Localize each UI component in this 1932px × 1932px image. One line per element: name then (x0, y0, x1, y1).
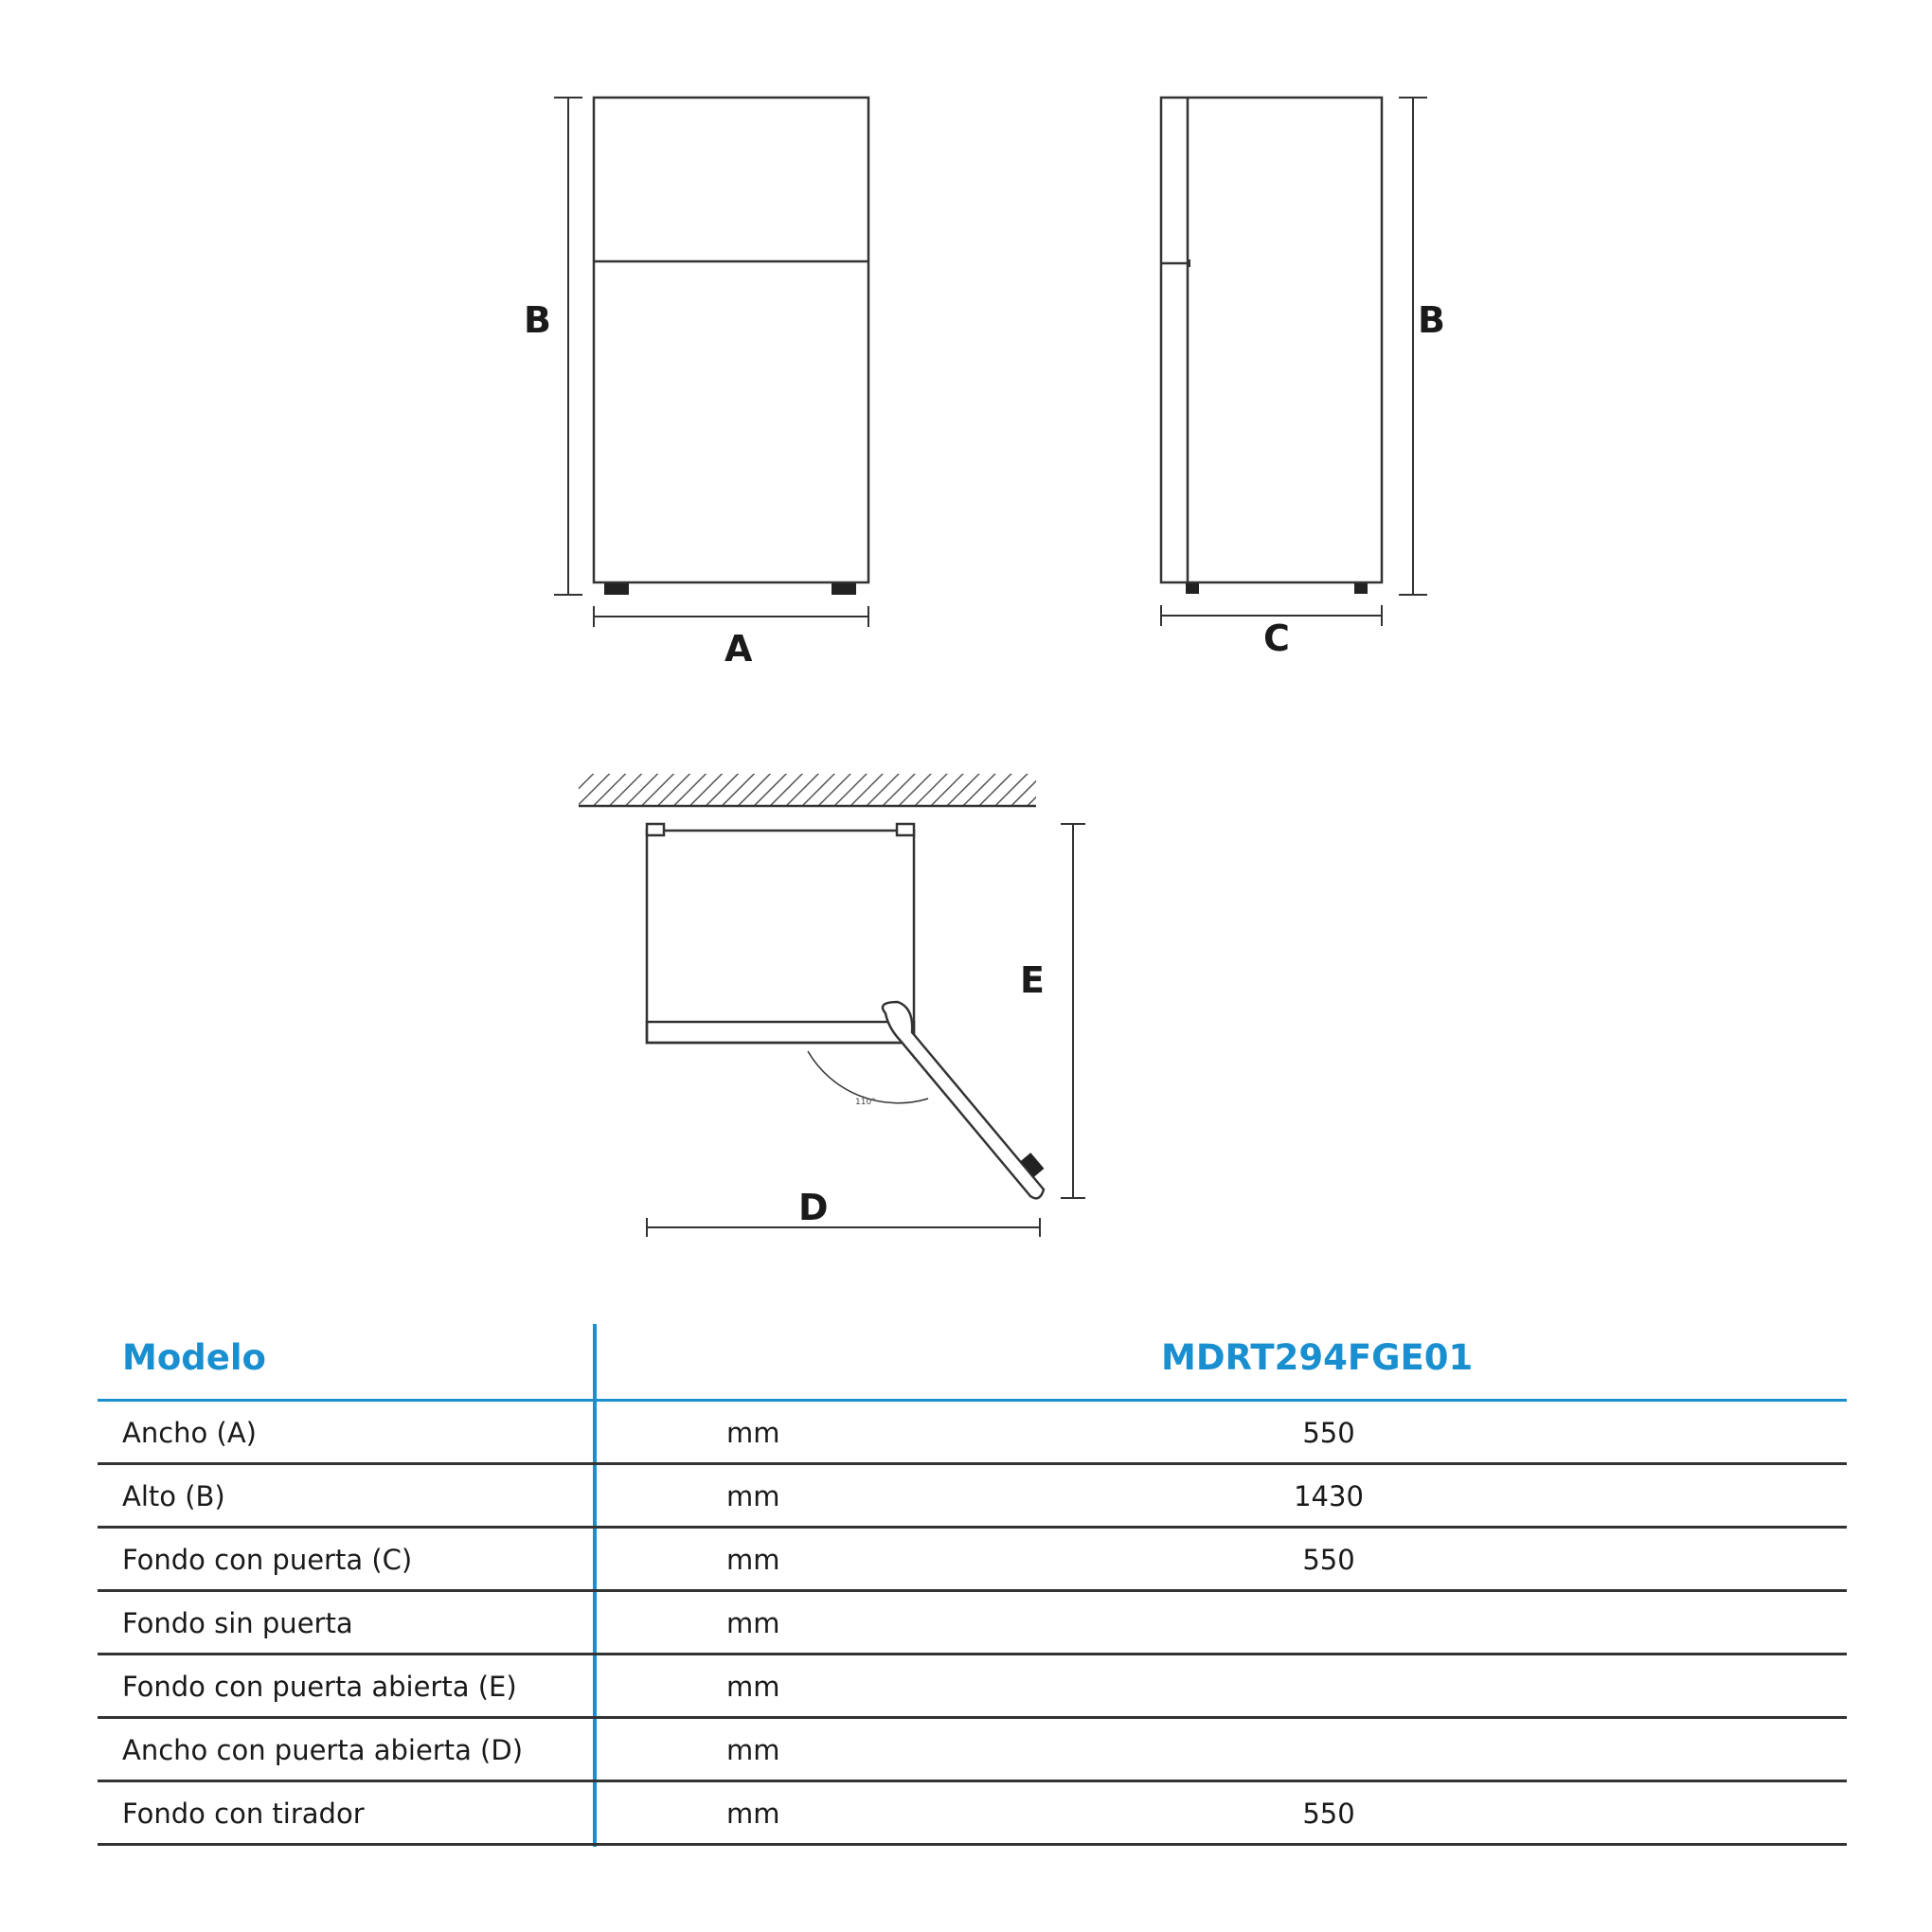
door-angle-arc (808, 1051, 928, 1103)
header-model-label: Modelo (122, 1337, 266, 1378)
row-value-cell (1294, 1480, 1364, 1512)
row-unit: mm (726, 1798, 780, 1830)
side-rear-foot (1354, 583, 1368, 594)
table-row (98, 1719, 1847, 1782)
table-row (98, 1782, 1847, 1846)
top-rear-right-bracket (897, 824, 914, 835)
top-rear-left-bracket (647, 824, 664, 835)
row-label: Ancho (A) (122, 1417, 257, 1449)
front-body (594, 98, 868, 582)
door-angle-label: 110° (855, 1098, 876, 1107)
row-value: 1430 (1294, 1480, 1364, 1512)
row-value-cell (1329, 1671, 1330, 1703)
front-view (554, 98, 868, 627)
top-view (579, 774, 1085, 1237)
row-unit: mm (726, 1607, 780, 1639)
side-height-dimension-line (1399, 98, 1427, 595)
row-value-cell (1302, 1417, 1355, 1449)
row-value-cell (1329, 1734, 1330, 1766)
top-width-dimension-line (647, 1218, 1040, 1237)
top-door-closed-strip (647, 1022, 914, 1043)
row-unit: mm (726, 1480, 780, 1512)
front-height-label: B (524, 299, 551, 341)
row-label: Fondo sin puerta (122, 1607, 353, 1639)
table-row (98, 1655, 1847, 1719)
row-label: Alto (B) (122, 1480, 225, 1512)
front-width-label: A (724, 628, 753, 670)
side-height-label: B (1418, 299, 1445, 341)
row-value: 550 (1302, 1798, 1355, 1830)
side-door-handle (1188, 259, 1190, 267)
row-value-cell (1329, 1607, 1330, 1639)
row-unit: mm (726, 1671, 780, 1703)
top-depth-label: E (1020, 959, 1045, 1001)
wall-hatching (579, 774, 1036, 806)
row-label: Fondo con tirador (122, 1798, 365, 1830)
row-unit: mm (726, 1544, 780, 1576)
row-value: 550 (1302, 1417, 1355, 1449)
table-row (98, 1529, 1847, 1592)
top-depth-dimension-line (1061, 824, 1085, 1198)
row-value-cell (1302, 1798, 1355, 1830)
row-label: Fondo con puerta (C) (122, 1544, 413, 1576)
front-left-foot (604, 583, 629, 595)
row-label: Ancho con puerta abierta (D) (122, 1734, 524, 1766)
top-width-label: D (798, 1187, 829, 1228)
row-divider (98, 1843, 1847, 1846)
table-row (98, 1465, 1847, 1529)
row-unit: mm (726, 1417, 780, 1449)
open-door-outline (883, 1002, 1044, 1198)
table-header-row (98, 1324, 1847, 1402)
side-depth-label: C (1263, 617, 1290, 659)
side-front-foot (1186, 583, 1199, 594)
table-row (98, 1402, 1847, 1465)
front-width-dimension-line (594, 606, 868, 627)
top-body (647, 831, 914, 1043)
row-value-cell (1302, 1544, 1355, 1576)
row-value: 550 (1302, 1544, 1355, 1576)
row-label: Fondo con puerta abierta (E) (122, 1671, 517, 1703)
row-unit: mm (726, 1734, 780, 1766)
spec-table (98, 1324, 1847, 1846)
front-height-dimension-line (554, 98, 582, 595)
header-model-name: MDRT294FGE01 (1161, 1337, 1474, 1378)
side-view (1161, 98, 1427, 626)
side-body (1161, 98, 1382, 582)
front-right-foot (832, 583, 856, 595)
table-row (98, 1592, 1847, 1655)
